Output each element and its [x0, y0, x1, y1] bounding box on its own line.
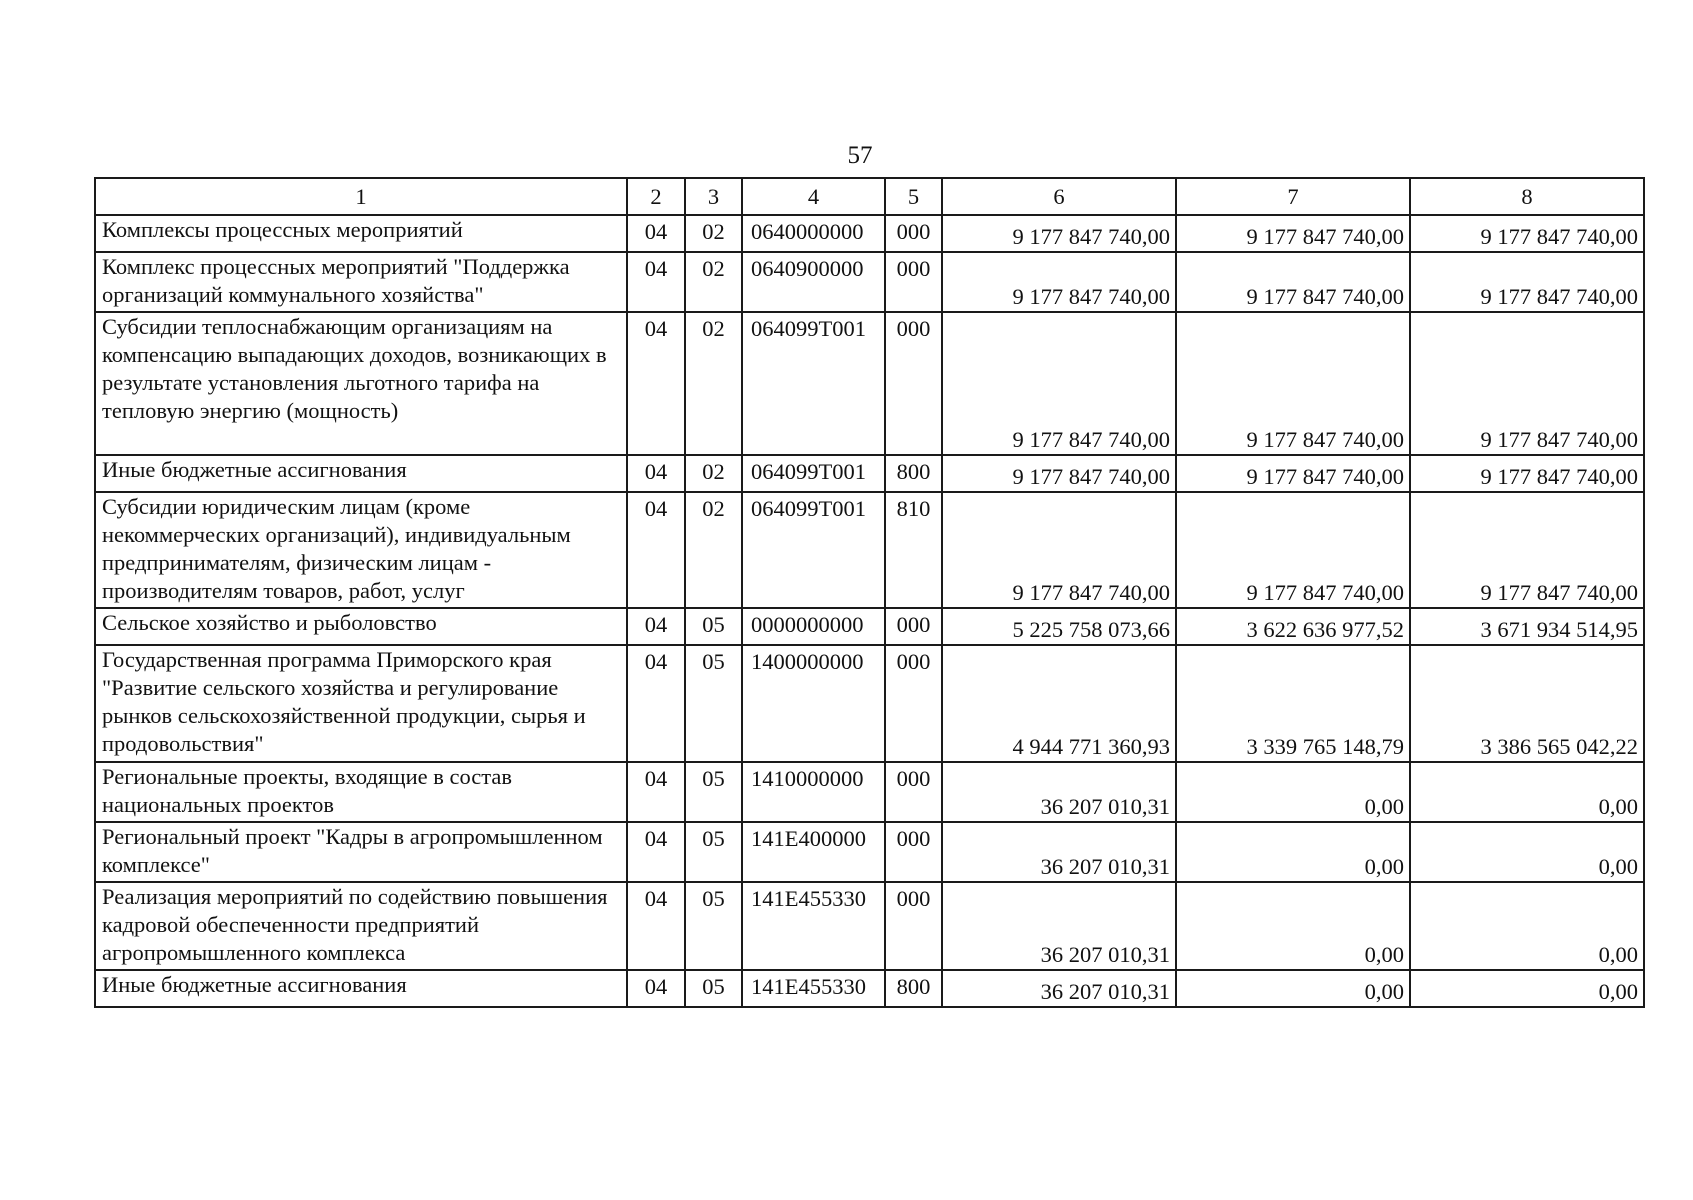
- subsection-code: 05: [685, 645, 742, 762]
- amount-year-2: 0,00: [1176, 970, 1410, 1007]
- amount-year-1: 9 177 847 740,00: [942, 312, 1176, 455]
- amount-year-1: 36 207 010,31: [942, 882, 1176, 970]
- column-header: 5: [885, 178, 942, 215]
- amount-year-1: 9 177 847 740,00: [942, 492, 1176, 608]
- section-code: 04: [627, 312, 685, 455]
- column-header: 6: [942, 178, 1176, 215]
- amount-year-1: 36 207 010,31: [942, 970, 1176, 1007]
- section-code: 04: [627, 252, 685, 312]
- table-row: [95, 822, 1644, 882]
- subsection-code: 02: [685, 492, 742, 608]
- amount-year-3: 0,00: [1410, 882, 1644, 970]
- column-header: 1: [95, 178, 627, 215]
- expense-type-code: 000: [885, 882, 942, 970]
- section-code: 04: [627, 455, 685, 492]
- row-name: Сельское хозяйство и рыболовство: [95, 608, 627, 645]
- amount-year-2: 0,00: [1176, 762, 1410, 822]
- column-header: 2: [627, 178, 685, 215]
- section-code: 04: [627, 492, 685, 608]
- table-row: [95, 762, 1644, 822]
- target-article-code: 064099Т001: [742, 492, 885, 608]
- subsection-code: 05: [685, 762, 742, 822]
- table-row: [95, 645, 1644, 762]
- row-name: Субсидии теплоснабжающим организациям на компенсацию выпадающих доходов, возникающих в результате установления льготного тарифа на тепловую энергию (мощность): [95, 312, 627, 455]
- amount-year-1: 9 177 847 740,00: [942, 215, 1176, 252]
- expense-type-code: 000: [885, 762, 942, 822]
- table-row: [95, 492, 1644, 608]
- section-code: 04: [627, 608, 685, 645]
- column-header: 3: [685, 178, 742, 215]
- amount-year-2: 3 622 636 977,52: [1176, 608, 1410, 645]
- amount-year-3: 9 177 847 740,00: [1410, 215, 1644, 252]
- subsection-code: 02: [685, 215, 742, 252]
- page-number: 57: [847, 142, 873, 169]
- amount-year-3: 0,00: [1410, 970, 1644, 1007]
- expense-type-code: 000: [885, 608, 942, 645]
- amount-year-2: 0,00: [1176, 822, 1410, 882]
- expense-type-code: 810: [885, 492, 942, 608]
- amount-year-1: 36 207 010,31: [942, 762, 1176, 822]
- amount-year-2: 9 177 847 740,00: [1176, 252, 1410, 312]
- column-header: 4: [742, 178, 885, 215]
- amount-year-3: 0,00: [1410, 822, 1644, 882]
- subsection-code: 05: [685, 822, 742, 882]
- amount-year-1: 5 225 758 073,66: [942, 608, 1176, 645]
- amount-year-2: 9 177 847 740,00: [1176, 492, 1410, 608]
- row-name: Региональные проекты, входящие в состав национальных проектов: [95, 762, 627, 822]
- section-code: 04: [627, 645, 685, 762]
- amount-year-1: 9 177 847 740,00: [942, 455, 1176, 492]
- table-row: [95, 252, 1644, 312]
- amount-year-3: 9 177 847 740,00: [1410, 455, 1644, 492]
- subsection-code: 05: [685, 882, 742, 970]
- target-article-code: 0000000000: [742, 608, 885, 645]
- amount-year-2: 9 177 847 740,00: [1176, 455, 1410, 492]
- target-article-code: 0640000000: [742, 215, 885, 252]
- target-article-code: 064099Т001: [742, 312, 885, 455]
- row-name: Государственная программа Приморского края "Развитие сельского хозяйства и регулирование рынков сельскохозяйственной продукции, сырья и продовольствия": [95, 645, 627, 762]
- subsection-code: 02: [685, 252, 742, 312]
- section-code: 04: [627, 882, 685, 970]
- amount-year-2: 0,00: [1176, 882, 1410, 970]
- amount-year-2: 3 339 765 148,79: [1176, 645, 1410, 762]
- row-name: Субсидии юридическим лицам (кроме некоммерческих организаций), индивидуальным предпринимателям, физическим лицам - производителям товаров, работ, услуг: [95, 492, 627, 608]
- row-name: Иные бюджетные ассигнования: [95, 970, 627, 1007]
- column-header: 8: [1410, 178, 1644, 215]
- budget-table: [94, 177, 1645, 1008]
- amount-year-1: 36 207 010,31: [942, 822, 1176, 882]
- table-row: [95, 455, 1644, 492]
- subsection-code: 02: [685, 312, 742, 455]
- expense-type-code: 000: [885, 312, 942, 455]
- table-row: [95, 215, 1644, 252]
- target-article-code: 141Е455330: [742, 882, 885, 970]
- row-name: Иные бюджетные ассигнования: [95, 455, 627, 492]
- expense-type-code: 000: [885, 252, 942, 312]
- row-name: Реализация мероприятий по содействию повышения кадровой обеспеченности предприятий агропромышленного комплекса: [95, 882, 627, 970]
- section-code: 04: [627, 970, 685, 1007]
- target-article-code: 1410000000: [742, 762, 885, 822]
- expense-type-code: 000: [885, 822, 942, 882]
- row-name: Комплекс процессных мероприятий "Поддержка организаций коммунального хозяйства": [95, 252, 627, 312]
- subsection-code: 05: [685, 608, 742, 645]
- expense-type-code: 800: [885, 455, 942, 492]
- table-row: [95, 608, 1644, 645]
- amount-year-3: 9 177 847 740,00: [1410, 252, 1644, 312]
- amount-year-3: 3 671 934 514,95: [1410, 608, 1644, 645]
- row-name: Региональный проект "Кадры в агропромышленном комплексе": [95, 822, 627, 882]
- target-article-code: 0640900000: [742, 252, 885, 312]
- table-row: [95, 882, 1644, 970]
- expense-type-code: 000: [885, 645, 942, 762]
- section-code: 04: [627, 215, 685, 252]
- subsection-code: 02: [685, 455, 742, 492]
- row-name: Комплексы процессных мероприятий: [95, 215, 627, 252]
- column-header: 7: [1176, 178, 1410, 215]
- amount-year-1: 4 944 771 360,93: [942, 645, 1176, 762]
- amount-year-2: 9 177 847 740,00: [1176, 215, 1410, 252]
- amount-year-1: 9 177 847 740,00: [942, 252, 1176, 312]
- target-article-code: 141Е455330: [742, 970, 885, 1007]
- section-code: 04: [627, 822, 685, 882]
- table-row: [95, 970, 1644, 1007]
- amount-year-3: 3 386 565 042,22: [1410, 645, 1644, 762]
- amount-year-3: 9 177 847 740,00: [1410, 492, 1644, 608]
- target-article-code: 141Е400000: [742, 822, 885, 882]
- amount-year-3: 9 177 847 740,00: [1410, 312, 1644, 455]
- target-article-code: 064099Т001: [742, 455, 885, 492]
- subsection-code: 05: [685, 970, 742, 1007]
- section-code: 04: [627, 762, 685, 822]
- table-row: [95, 312, 1644, 455]
- table-header-row: [95, 178, 1644, 215]
- amount-year-3: 0,00: [1410, 762, 1644, 822]
- expense-type-code: 000: [885, 215, 942, 252]
- amount-year-2: 9 177 847 740,00: [1176, 312, 1410, 455]
- target-article-code: 1400000000: [742, 645, 885, 762]
- expense-type-code: 800: [885, 970, 942, 1007]
